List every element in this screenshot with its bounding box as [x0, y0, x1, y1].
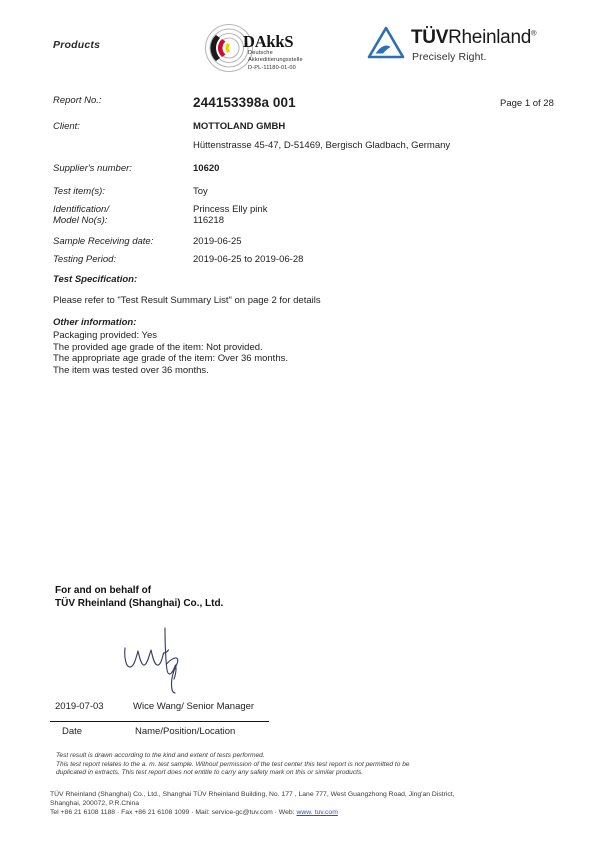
disclaimer-line2: This test report relates to the a. m. test sample. Without permission of the test center this test report is not permitted to be	[56, 760, 410, 768]
page-indicator: Page 1 of 28	[500, 98, 554, 109]
handwritten-signature-icon	[118, 622, 208, 697]
signature-date-caption: Date	[62, 726, 83, 737]
tuv-name-rest: Rheinland	[448, 27, 531, 48]
supplier-number-label: Supplier's number:	[53, 163, 132, 174]
disclaimer-line1: Test result is drawn according to the kind and extent of tests performed.	[56, 752, 265, 759]
signature-date-value: 2019-07-03	[55, 701, 104, 712]
test-specification-heading: Test Specification:	[53, 274, 138, 285]
list-item: The appropriate age grade of the item: Over 36 months.	[53, 353, 288, 365]
identification-value-line2: 116218	[193, 215, 224, 226]
test-item-value: Toy	[193, 186, 208, 197]
footer-address-block	[50, 791, 560, 817]
identification-value-line1: Princess Elly pink	[193, 204, 268, 215]
testing-period-value: 2019-06-25 to 2019-06-28	[193, 254, 304, 265]
test-specification-text: Please refer to "Test Result Summary List" on page 2 for details	[53, 295, 321, 306]
testing-period-label: Testing Period:	[53, 254, 117, 265]
tuv-name-bold: TÜV	[411, 27, 449, 48]
identification-label-line2: Model No(s):	[53, 215, 108, 226]
footer-disclaimer	[56, 752, 556, 778]
report-no-label: Report No.:	[53, 95, 102, 106]
registered-mark-icon: ®	[530, 28, 537, 38]
dakks-subtitle	[248, 50, 303, 72]
signature-divider	[50, 721, 269, 722]
list-item: The provided age grade of the item: Not provided.	[53, 341, 263, 353]
products-label: Products	[53, 39, 101, 51]
address-line1: TÜV Rheinland (Shanghai) Co., Ltd., Shanghai TÜV Rheinland Building, No. 177 , Lane 777, West Guangzhong Road, Jing'an District,	[50, 791, 455, 798]
client-value: MOTTOLAND GMBH	[193, 121, 286, 132]
document-header	[0, 0, 613, 86]
dakks-subtitle-line2: Akkreditierungsstelle	[248, 57, 303, 64]
website-link[interactable]: www. tuv.com	[296, 808, 338, 816]
dakks-logo	[203, 22, 333, 80]
test-item-label: Test item(s):	[53, 186, 105, 197]
other-information-heading: Other information:	[53, 317, 137, 328]
list-item: Packaging provided: Yes	[53, 330, 158, 341]
identification-label-line1: Identification/	[53, 204, 109, 215]
behalf-line2: TÜV Rheinland (Shanghai) Co., Ltd.	[55, 597, 224, 609]
signature-name-value: Wice Wang/ Senior Manager	[133, 701, 255, 712]
client-address-value: Hüttenstrasse 45-47, D-51469, Bergisch Gladbach, Germany	[193, 140, 451, 151]
sample-receiving-date-value: 2019-06-25	[193, 236, 242, 247]
contact-line	[50, 809, 560, 818]
sample-receiving-date-label: Sample Receiving date:	[53, 236, 154, 247]
signature-name-caption: Name/Position/Location	[135, 726, 236, 737]
behalf-block	[55, 585, 223, 610]
supplier-number-value: 10620	[193, 163, 220, 174]
dakks-wordmark: DAkkS	[243, 32, 294, 51]
contact-details: Tel +86 21 6108 1188 · Fax +86 21 6108 1099 · Mail: service-gc@tuv.com · Web:	[50, 808, 297, 816]
dakks-registration-number: D-PL-11180-01-00	[248, 64, 296, 71]
tuv-rheinland-logo	[367, 24, 562, 72]
address-line2: Shanghai, 200072, P.R.China	[50, 799, 140, 807]
report-no-value: 244153398a 001	[193, 95, 296, 110]
client-label: Client:	[53, 121, 80, 132]
behalf-line1: For and on behalf of	[55, 585, 152, 596]
list-item: The item was tested over 36 months.	[53, 364, 209, 376]
other-information-list	[53, 330, 288, 376]
dakks-subtitle-line1: Deutsche	[248, 50, 273, 56]
tuv-wordmark	[411, 27, 536, 49]
tuv-tagline: Precisely Right.	[412, 51, 487, 63]
tuv-triangle-icon	[367, 26, 405, 60]
disclaimer-line3: duplicated in extracts. This test report does not entitle to carry any safety mark on this or similar products.	[56, 769, 364, 777]
